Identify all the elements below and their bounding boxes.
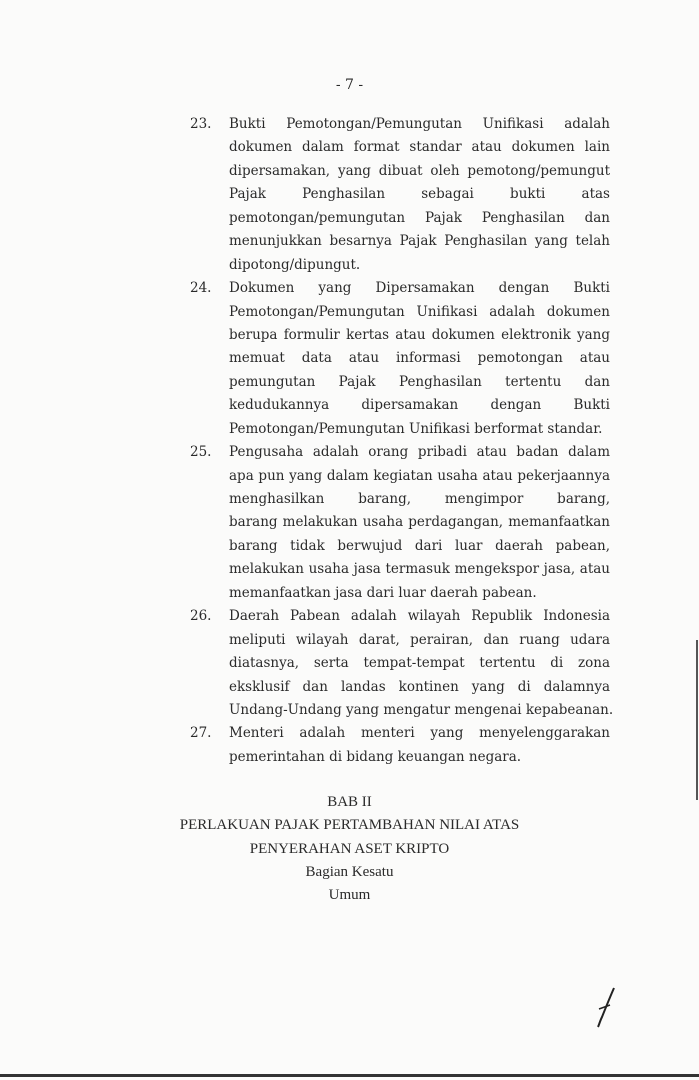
item-text-line: pemotongan/pemungutan Pajak Penghasilan dan bbox=[229, 209, 610, 226]
item-text-line: eksklusif dan landas kontinen yang di dalamnya bbox=[229, 678, 610, 695]
item-number: 23. bbox=[190, 116, 212, 132]
list-item bbox=[190, 113, 610, 277]
item-text-line: dipotong/dipungut. bbox=[229, 256, 361, 273]
item-text-line: apa pun yang dalam kegiatan usaha atau pekerjaannya bbox=[229, 467, 610, 484]
chapter-label: BAB II bbox=[327, 794, 372, 810]
page-number: - 7 - bbox=[335, 77, 364, 93]
item-number: 27. bbox=[190, 725, 212, 742]
item-text-line: Bukti Pemotongan/Pemungutan Unifikasi adalah bbox=[229, 116, 610, 132]
item-text-line: Dokumen yang Dipersamakan dengan Bukti bbox=[229, 280, 610, 297]
item-text-line: dokumen dalam format standar atau dokumen lain bbox=[229, 139, 610, 156]
bottom-scan-border bbox=[0, 1074, 699, 1077]
item-text-line: dipersamakan, yang dibuat oleh pemotong/pemungut bbox=[229, 162, 610, 179]
item-text-line: pemungutan Pajak Penghasilan tertentu dan bbox=[229, 373, 610, 390]
item-text-line: memuat data atau informasi pemotongan atau bbox=[229, 350, 610, 367]
chapter-title-line-2: PENYERAHAN ASET KRIPTO bbox=[249, 840, 450, 857]
item-text-line: Pemotongan/Pemungutan Unifikasi adalah dokumen bbox=[229, 303, 610, 320]
chapter-heading bbox=[0, 791, 699, 907]
list-item bbox=[190, 605, 614, 722]
chapter-title-line-1: PERLAKUAN PAJAK PERTAMBAHAN NILAI ATAS bbox=[179, 817, 520, 834]
item-text-line: kedudukannya dipersamakan dengan Bukti bbox=[229, 397, 610, 414]
item-text-line: Daerah Pabean adalah wilayah Republik Indonesia bbox=[229, 608, 610, 625]
item-number: 26. bbox=[190, 608, 212, 625]
definition-list bbox=[190, 113, 614, 769]
item-number: 24. bbox=[190, 280, 212, 297]
item-text-line: barang tidak berwujud dari luar daerah pabean, bbox=[229, 537, 610, 554]
item-text-line: Menteri adalah menteri yang menyelenggarakan bbox=[229, 725, 610, 742]
item-text-line: Pengusaha adalah orang pribadi atau badan dalam bbox=[229, 444, 610, 461]
item-text-line: barang melakukan usaha perdagangan, memanfaatkan bbox=[229, 514, 610, 531]
item-text-line: Undang-Undang yang mengatur mengenai kepabeanan. bbox=[229, 701, 614, 718]
initial-signature-mark bbox=[592, 985, 622, 1030]
list-item bbox=[190, 441, 610, 605]
item-text-line: meliputi wilayah darat, perairan, dan ruang udara bbox=[229, 631, 610, 648]
section-label: Bagian Kesatu bbox=[305, 863, 394, 880]
list-item bbox=[190, 277, 610, 441]
list-item bbox=[190, 722, 610, 769]
item-text-line: Pemotongan/Pemungutan Unifikasi berformat standar. bbox=[229, 420, 603, 437]
section-title: Umum bbox=[328, 887, 371, 904]
item-text-line: menunjukkan besarnya Pajak Penghasilan yang telah bbox=[229, 233, 610, 250]
item-text-line: pemerintahan di bidang keuangan negara. bbox=[229, 748, 522, 765]
item-text-line: berupa formulir kertas atau dokumen elektronik yang bbox=[229, 326, 610, 343]
scan-edge bbox=[696, 640, 698, 800]
item-text-line: diatasnya, serta tempat-tempat tertentu di zona bbox=[229, 655, 610, 672]
item-text-line: memanfaatkan jasa dari luar daerah pabean. bbox=[229, 584, 537, 601]
item-text-line: Pajak Penghasilan sebagai bukti atas bbox=[229, 186, 610, 203]
item-number: 25. bbox=[190, 444, 212, 461]
item-text-line: menghasilkan barang, mengimpor barang, bbox=[229, 491, 610, 507]
item-text-line: melakukan usaha jasa termasuk mengekspor jasa, atau bbox=[229, 561, 610, 578]
